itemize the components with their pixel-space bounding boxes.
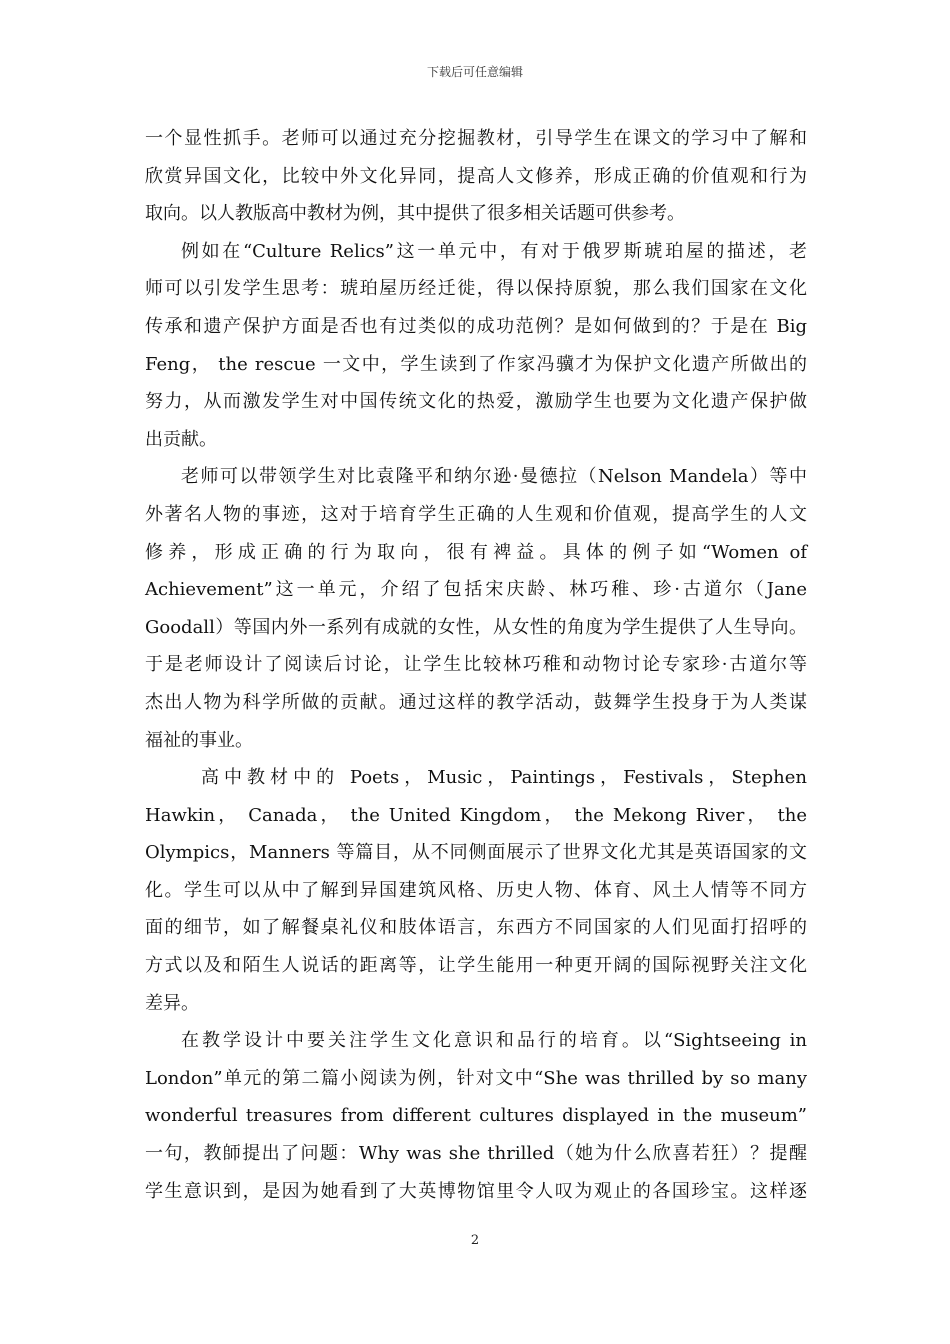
text-line: 于是老师设计了阅读后讨论，让学生比较林巧稚和动物讨论专家珍·古道尔等	[145, 654, 807, 676]
text-line: 一个显性抓手。老师可以通过充分挖掘教材，引导学生在课文的学习中了解和	[145, 128, 807, 149]
document-body	[145, 120, 807, 1210]
text-line: Hawkin， Canada， the United Kingdom， the Mekong River， the	[145, 804, 807, 826]
text-line: Feng， the rescue 一文中，学生读到了作家冯骥才为保护文化遗产所做出的	[145, 353, 807, 375]
text-line: 杰出人物为科学所做的贡献。通过这样的教学活动，鼓舞学生投身于为人类谋	[145, 691, 807, 713]
text-line: 出贡献。	[145, 428, 217, 450]
text-line: 化。学生可以从中了解到异国建筑风格、历史人物、体育、风土人情等不同方	[145, 879, 807, 901]
text-line: wonderful treasures from different cultures displayed in the museum”	[145, 1105, 807, 1127]
text-line: Achievement”这一单元，介绍了包括宋庆龄、林巧稚、珍·古道尔（Jane	[145, 579, 807, 601]
paragraph-5	[145, 1022, 807, 1210]
text-line: Olympics，Manners 等篇目，从不同侧面展示了世界文化尤其是英语国家的文	[145, 842, 807, 864]
text-line: 差异。	[145, 992, 199, 1014]
text-line: 福祉的事业。	[145, 729, 253, 751]
paragraph-3	[145, 458, 807, 759]
text-line: London”单元的第二篇小阅读为例，针对文中“She was thrilled by so many	[145, 1067, 807, 1089]
text-line: 例如在“Culture Relics”这一单元中，有对于俄罗斯琥珀屋的描述，老	[181, 240, 807, 262]
paragraph-2	[145, 233, 807, 459]
text-line: 方式以及和陌生人说话的距离等，让学生能用一种更开阔的国际视野关注文化	[145, 955, 807, 977]
text-line: 一句，教師提出了问题：Why was she thrilled（她为什么欣喜若狂）？提醒	[145, 1143, 807, 1165]
paragraph-1	[145, 120, 807, 233]
page-number: 2	[470, 1233, 480, 1248]
text-line: Goodall）等国内外一系列有成就的女性，从女性的角度为学生提供了人生导向。	[145, 616, 807, 638]
text-line: 修养，形成正确的行为取向，很有裨益。具体的例子如“Women of	[145, 541, 807, 563]
text-line: 外著名人物的事迹，这对于培育学生正确的人生观和价值观，提高学生的人文	[145, 503, 807, 525]
text-line: 取向。以人教版高中教材为例，其中提供了很多相关话题可供参考。	[145, 203, 685, 225]
page-header: 下载后可任意编辑	[426, 65, 523, 79]
text-line: 在教学设计中要关注学生文化意识和品行的培育。以“Sightseeing in	[181, 1030, 807, 1052]
text-line: 欣赏异国文化，比较中外文化异同，提高人文修养，形成正确的价值观和行为	[145, 165, 807, 187]
text-line: 学生意识到，是因为她看到了大英博物馆里令人叹为观止的各国珍宝。这样逐	[145, 1180, 807, 1202]
text-line: 高中教材中的 Poets，Music，Paintings，Festivals，Stephen	[201, 767, 807, 789]
paragraph-4	[145, 759, 807, 1022]
text-line: 面的细节，如了解餐桌礼仪和肢体语言，东西方不同国家的人们见面打招呼的	[145, 917, 807, 939]
text-line: 努力，从而激发学生对中国传统文化的热爱，激励学生也要为文化遗产保护做	[145, 391, 807, 413]
text-line: 师可以引发学生思考：琥珀屋历经迁徙，得以保持原貌，那么我们国家在文化	[145, 278, 807, 300]
text-line: 老师可以带领学生对比袁隆平和纳尔逊·曼德拉（Nelson Mandela）等中	[181, 466, 807, 488]
text-line: 传承和遗产保护方面是否也有过类似的成功范例？是如何做到的？于是在 Big	[145, 315, 807, 337]
